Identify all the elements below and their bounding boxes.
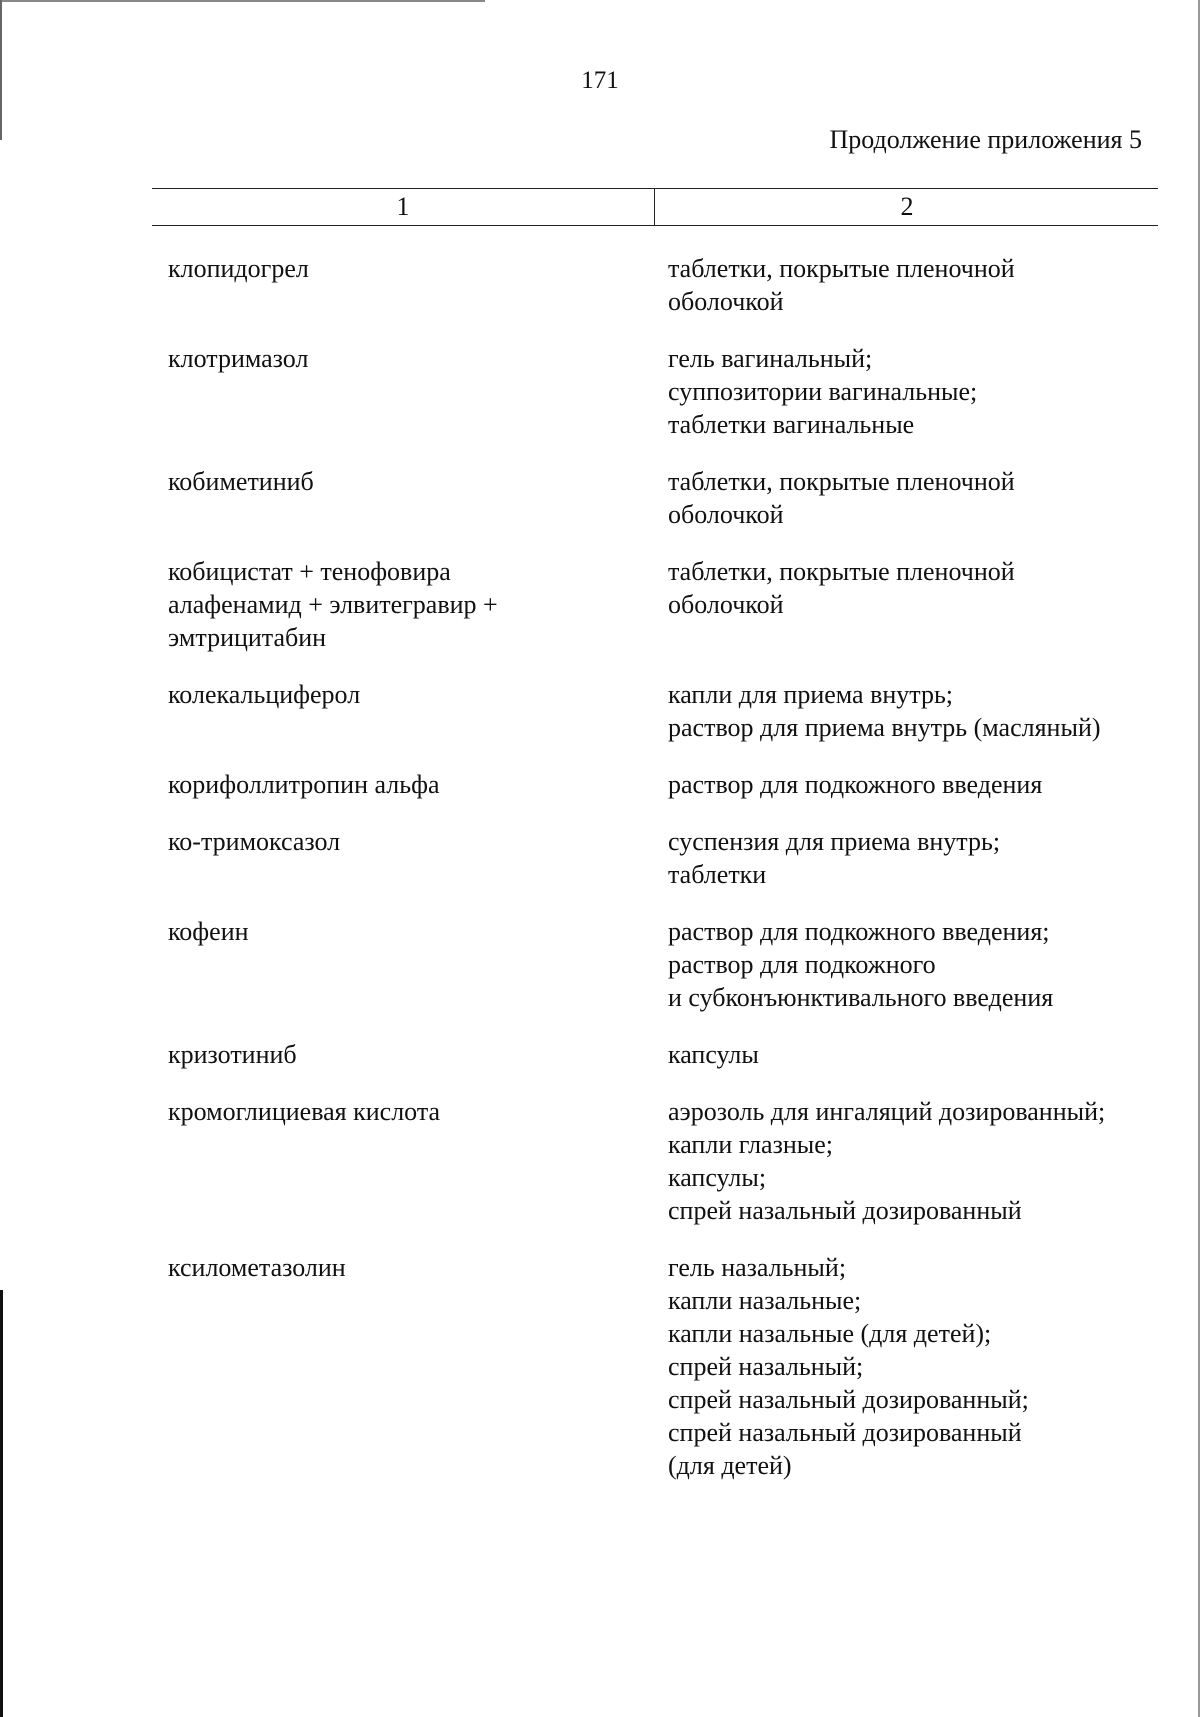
- dosage-form-line: спрей назальный дозированный;: [668, 1385, 1029, 1414]
- dosage-form-line: таблетки: [668, 860, 767, 889]
- dosage-form-line: раствор для подкожного введения: [668, 770, 1043, 799]
- dosage-form-line: раствор для приема внутрь (масляный): [668, 713, 1101, 742]
- substance-name-line: колекальциферол: [168, 680, 361, 709]
- header-column-2: 2: [900, 192, 914, 221]
- dosage-forms: [668, 678, 1168, 744]
- substance-name-line: кобиметиниб: [168, 467, 314, 496]
- substance-name: [168, 1038, 638, 1071]
- dosage-form-line: капли назальные (для детей);: [668, 1319, 992, 1348]
- dosage-form-line: раствор для подкожного: [668, 950, 936, 979]
- table-header: [152, 188, 1158, 226]
- substance-name: [168, 1095, 638, 1128]
- scan-edge-left-top: [0, 0, 2, 140]
- dosage-form-line: (для детей): [668, 1451, 792, 1480]
- dosage-forms: [668, 1251, 1168, 1482]
- substance-name: [168, 1251, 638, 1284]
- substance-name: [168, 825, 638, 858]
- substance-name: [168, 678, 638, 711]
- dosage-form-line: суппозитории вагинальные;: [668, 377, 978, 406]
- dosage-form-line: таблетки, покрытые пленочной: [668, 557, 1015, 586]
- substance-name: [168, 768, 638, 801]
- dosage-form-line: капли глазные;: [668, 1130, 834, 1159]
- substance-name-line: эмтрицитабин: [168, 623, 327, 652]
- dosage-form-line: оболочкой: [668, 500, 784, 529]
- dosage-form-line: капли назальные;: [668, 1286, 862, 1315]
- dosage-form-line: гель вагинальный;: [668, 344, 873, 373]
- dosage-forms: [668, 555, 1168, 621]
- dosage-form-line: капсулы: [668, 1040, 759, 1069]
- scan-edge-left: [0, 1290, 3, 1717]
- substance-name-line: кризотиниб: [168, 1040, 297, 1069]
- substance-name-line: кобицистат + тенофовира: [168, 557, 451, 586]
- dosage-forms: [668, 825, 1168, 891]
- dosage-forms: [668, 252, 1168, 318]
- dosage-form-line: оболочкой: [668, 287, 784, 316]
- dosage-form-line: капли для приема внутрь;: [668, 680, 954, 709]
- dosage-form-line: гель назальный;: [668, 1253, 847, 1282]
- dosage-form-line: таблетки вагинальные: [668, 410, 915, 439]
- page-number: 171: [581, 67, 619, 94]
- dosage-forms: [668, 1038, 1168, 1071]
- dosage-forms: [668, 465, 1168, 531]
- substance-name-line: клотримазол: [168, 344, 309, 373]
- substance-name-line: кромоглициевая кислота: [168, 1097, 441, 1126]
- substance-name-line: ко-тримоксазол: [168, 827, 341, 856]
- substance-name: [168, 915, 638, 948]
- substance-name: [168, 342, 638, 375]
- dosage-form-line: спрей назальный дозированный: [668, 1418, 1022, 1447]
- dosage-forms: [668, 1095, 1168, 1227]
- substance-name-line: корифоллитропин альфа: [168, 770, 440, 799]
- dosage-form-line: спрей назальный;: [668, 1352, 864, 1381]
- dosage-form-line: суспензия для приема внутрь;: [668, 827, 1001, 856]
- dosage-forms: [668, 768, 1168, 801]
- substance-name-line: ксилометазолин: [168, 1253, 346, 1282]
- continuation-note: Продолжение приложения 5: [829, 125, 1142, 154]
- dosage-form-line: аэрозоль для ингаляций дозированный;: [668, 1097, 1106, 1126]
- substance-name-line: клопидогрел: [168, 254, 309, 283]
- dosage-form-line: спрей назальный дозированный: [668, 1196, 1022, 1225]
- substance-name: [168, 252, 638, 285]
- scan-edge-top: [0, 0, 485, 2]
- dosage-forms: [668, 915, 1168, 1014]
- dosage-form-line: капсулы;: [668, 1163, 767, 1192]
- substance-name: [168, 555, 638, 654]
- dosage-form-line: таблетки, покрытые пленочной: [668, 254, 1015, 283]
- substance-name-line: алафенамид + элвитегравир +: [168, 590, 498, 619]
- dosage-forms: [668, 342, 1168, 441]
- substance-name: [168, 465, 638, 498]
- dosage-form-line: и субконъюнктивального введения: [668, 983, 1054, 1012]
- substance-name-line: кофеин: [168, 917, 249, 946]
- header-column-1: 1: [152, 189, 655, 225]
- dosage-form-line: таблетки, покрытые пленочной: [668, 467, 1015, 496]
- dosage-form-line: раствор для подкожного введения;: [668, 917, 1050, 946]
- dosage-form-line: оболочкой: [668, 590, 784, 619]
